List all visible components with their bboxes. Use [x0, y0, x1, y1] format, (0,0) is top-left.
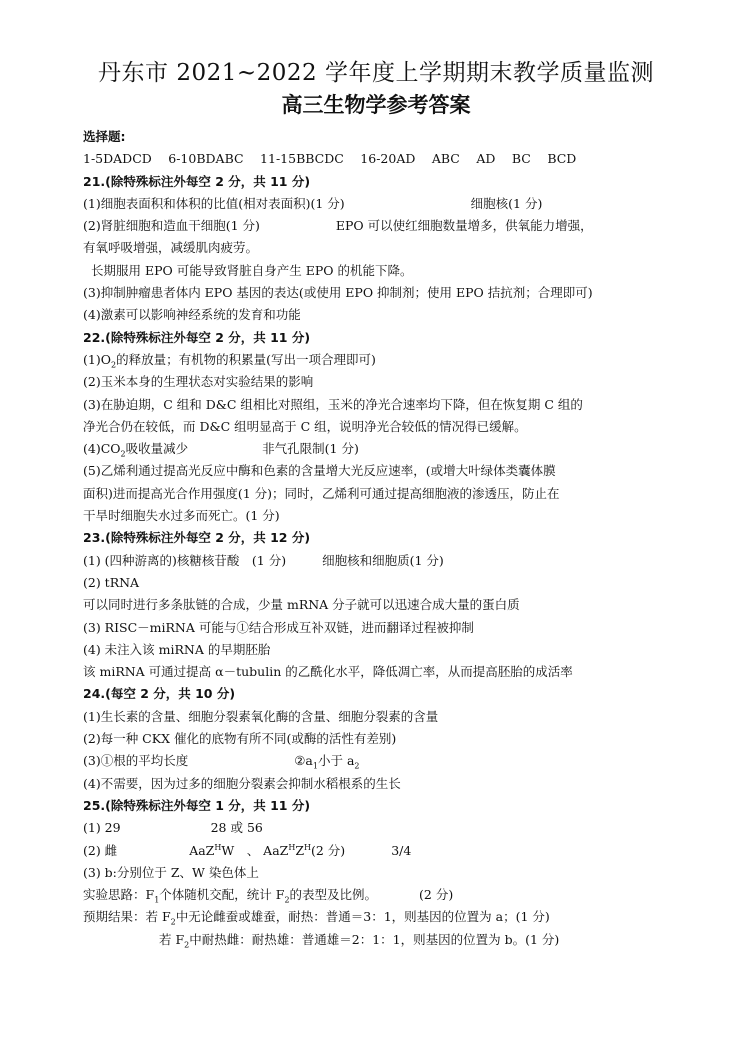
q22-heading: 22.(除特殊标注外每空 2 分，共 11 分): [83, 329, 311, 345]
q23-line-1: [83, 550, 683, 572]
q22-l5b: 吸收量减少: [125, 441, 189, 457]
q23-line-5: (4) 未注入该 miRNA 的早期胚胎: [83, 641, 271, 657]
q21-line-1: [83, 193, 683, 215]
q23-l1b: 细胞核和细胞质(1 分): [322, 552, 444, 568]
q22-line-6: (5)乙烯利通过提高光反应中酶和色素的含量增大光反应速率，(或增大叶绿体类囊体膜: [83, 463, 556, 479]
q22-line-8: 干旱时细胞失水过多而死亡。(1 分): [83, 508, 280, 524]
q21-l1b: 细胞核(1 分): [470, 195, 543, 211]
q25-l2b3sup: H: [304, 842, 311, 852]
page-title: 丹东市 2021~2022 学年度上学期期末教学质量监测: [98, 60, 654, 86]
q25-l1a: (1) 29: [83, 820, 121, 836]
q24-l3a: (3)①根的平均长度: [83, 753, 189, 769]
q25-l5a: 预期结果：若 F: [83, 909, 171, 925]
q21-l1a: (1)细胞表面积和体积的比值(相对表面积)(1 分): [83, 195, 345, 211]
q25-l4sub2: 2: [284, 895, 290, 905]
q22-l1a: (1)O: [83, 351, 111, 367]
q22-l5sub: 2: [120, 449, 126, 459]
q22-l5c: 非气孔限制(1 分): [262, 441, 359, 457]
q22-line-2: (2)玉米本身的生理状态对实验结果的影响: [83, 374, 314, 390]
q25-heading: 25.(除特殊标注外每空 1 分，共 11 分): [83, 797, 311, 813]
choice-label: 选择题:: [83, 129, 126, 144]
q25-line-1: [83, 817, 683, 839]
q25-line-6: [83, 929, 683, 951]
q23-heading: 23.(除特殊标注外每空 2 分，共 12 分): [83, 530, 311, 546]
q22-l1sub: 2: [110, 360, 117, 370]
q21-line-5: (3)抑制肿瘤患者体内 EPO 基因的表达(或使用 EPO 抑制剂；使用 EPO 拮抗剂；合理即可): [83, 285, 593, 301]
q25-l2b2sup: H: [288, 842, 296, 852]
q21-line-6: (4)激素可以影响神经系统的发育和功能: [83, 307, 301, 323]
q25-l6b: 中耐热雌：耐热雄：普通雄＝2：1：1，则基因的位置为 b。(1 分): [189, 931, 560, 947]
q25-l2a: (2) 雌: [83, 842, 118, 858]
q24-line-1: (1)生长素的含量、细胞分裂素氧化酶的含量、细胞分裂素的含量: [83, 708, 439, 724]
q25-l4d: (2 分): [419, 887, 454, 903]
q25-l1b: 28 或 56: [210, 820, 263, 836]
q25-l4b: 个体随机交配，统计 F: [159, 887, 285, 903]
q25-line-4: [83, 884, 683, 906]
answer-body: [83, 126, 683, 951]
q23-line-4: (3) RISC－miRNA 可能与①结合形成互补双链，进而翻译过程被抑制: [83, 619, 474, 635]
q24-l3b1: ②a: [294, 753, 313, 769]
q24-l3b1sub: 1: [312, 761, 318, 771]
q25-l6a: 若 F: [159, 931, 185, 947]
q25-l5b: 中无论雌蚕或雄蚕，耐热：普通＝3：1，则基因的位置为 a；(1 分): [175, 909, 550, 925]
q25-l2b1: AaZ: [189, 842, 215, 858]
q25-l4a: 实验思路：F: [83, 887, 155, 903]
q25-l2b3: Z: [295, 842, 305, 858]
page-subtitle: 高三生物学参考答案: [281, 93, 471, 117]
q23-line-3: 可以同时进行多条肽链的合成，少量 mRNA 分子就可以迅速合成大量的蛋白质: [83, 597, 520, 613]
q21-line-2: [83, 215, 683, 237]
q25-line-5: [83, 906, 683, 928]
q25-l2b1sup: H: [214, 842, 222, 852]
q24-line-4: (4)不需要，因为过多的细胞分裂素会抑制水稻根系的生长: [83, 775, 401, 791]
q22-line-3: (3)在胁迫期，C 组和 D&C 组相比对照组，玉米的净光合速率均下降，但在恢复期 C 组的: [83, 396, 583, 412]
q21-line-4: 长期服用 EPO 可能导致肾脏自身产生 EPO 的机能下降。: [91, 262, 413, 278]
q25-line-2: [83, 840, 683, 862]
q24-l3b2sub: 2: [354, 761, 360, 771]
q21-heading: 21.(除特殊标注外每空 2 分，共 11 分): [83, 173, 311, 189]
choice-answers: 1-5DADCD 6-10BDABC 11-15BBCDC 16-20AD ABC AD BC BCD: [83, 151, 577, 167]
q22-line-5: [83, 438, 683, 460]
q25-l4c: 的表型及比例。: [289, 887, 378, 903]
q21-l2a: (2)肾脏细胞和造血干细胞(1 分): [83, 218, 260, 234]
q22-line-4: 净光合仍在较低，而 D&C 组明显高于 C 组，说明净光合较低的情况得已缓解。: [83, 418, 527, 434]
q24-heading: 24.(每空 2 分，共 10 分): [83, 686, 236, 702]
q22-l5a: (4)CO: [83, 441, 121, 457]
q23-line-6: 该 miRNA 可通过提高 α－tubulin 的乙酰化水平，降低凋亡率，从而提高胚胎的成活率: [83, 664, 573, 680]
q25-l6sub: 2: [184, 940, 190, 950]
q21-l2b: EPO 可以使红细胞数量增多，供氧能力增强，: [335, 218, 593, 234]
q21-line-3: 有氧呼吸增强，减缓肌肉疲劳。: [83, 240, 259, 256]
q22-l1b: 的释放量；有机物的积累量(写出一项合理即可): [116, 351, 376, 367]
q24-l3b2: 小于 a: [317, 753, 355, 769]
q25-l2b4: (2 分): [311, 842, 346, 858]
q22-line-7: 面积)进而提高光合作用强度(1 分)；同时，乙烯利可通过提高细胞液的渗透压，防止在: [83, 485, 560, 501]
q25-l2c: 3/4: [391, 842, 412, 858]
q25-line-3: (3) b:分别位于 Z、W 染色体上: [83, 864, 259, 880]
q25-l2b2: W 、 AaZ: [221, 842, 289, 858]
q25-l4sub1: 1: [154, 895, 160, 905]
q25-l5sub: 2: [170, 917, 176, 927]
q22-line-1: [83, 349, 683, 371]
q23-line-2: (2) tRNA: [83, 574, 140, 590]
q24-line-3: [83, 750, 683, 772]
q24-line-2: (2)每一种 CKX 催化的底物有所不同(或酶的活性有差别): [83, 731, 397, 747]
q23-l1a: (1) (四种游离的)核糖核苷酸 (1 分): [83, 552, 287, 568]
